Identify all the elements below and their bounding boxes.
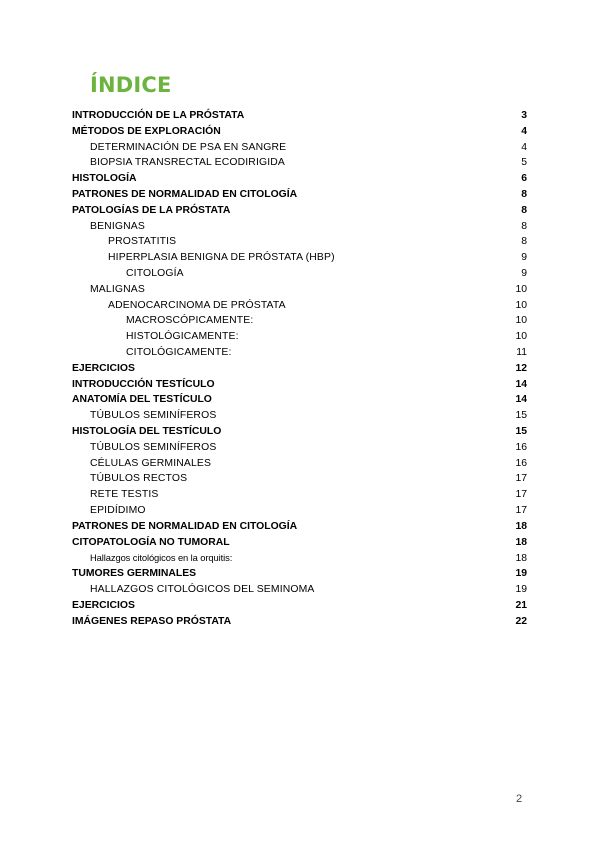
toc-entry-page: 10 [515,283,527,295]
toc-entry-page: 17 [515,504,527,516]
toc-entry-label: TÚBULOS RECTOS [90,473,188,485]
toc-entry-label: MALIGNAS [90,283,145,295]
toc-entry[interactable] [72,219,527,235]
toc-entry-page: 12 [515,362,527,374]
toc-entry-label: PATOLOGÍAS DE LA PRÓSTATA [72,204,231,216]
toc-entry-label: CÉLULAS GERMINALES [90,457,212,469]
toc-entry-label: ADENOCARCINOMA DE PRÓSTATA [108,299,286,311]
toc-entry[interactable] [72,471,527,487]
toc-entry-page: 16 [515,441,527,453]
toc-entry-label: ANATOMÍA DEL TESTÍCULO [72,394,212,406]
toc-entry-label: RETE TESTIS [90,489,159,501]
toc-entry[interactable] [72,329,527,345]
toc-entry[interactable] [72,361,527,377]
toc-entry-page: 4 [521,141,527,153]
toc-entry-page: 4 [521,125,527,137]
toc-entry[interactable] [72,598,527,614]
toc-entry[interactable] [72,140,527,156]
table-of-contents [72,108,527,629]
toc-entry[interactable] [72,408,527,424]
toc-entry-page: 9 [521,252,527,264]
toc-entry-page: 14 [515,378,527,390]
toc-entry[interactable] [72,456,527,472]
toc-entry-page: 8 [521,204,527,216]
toc-entry-page: 8 [521,220,527,232]
toc-entry[interactable] [72,203,527,219]
toc-entry-page: 18 [515,553,527,565]
toc-entry-label: EJERCICIOS [72,599,135,611]
toc-entry[interactable] [72,282,527,298]
toc-entry-label: Hallazgos citológicos en la orquitis: [90,552,233,564]
toc-entry-page: 19 [515,568,527,580]
toc-entry[interactable] [72,250,527,266]
toc-entry-page: 16 [515,457,527,469]
toc-entry-label: PATRONES DE NORMALIDAD EN CITOLOGÍA [72,520,298,532]
toc-entry[interactable] [72,424,527,440]
toc-entry-label: PATRONES DE NORMALIDAD EN CITOLOGÍA [72,188,298,200]
toc-entry-page: 6 [521,173,527,185]
toc-entry-label: DETERMINACIÓN DE PSA EN SANGRE [90,141,287,153]
toc-entry-page: 15 [515,410,527,422]
toc-entry[interactable] [72,108,527,124]
toc-entry-page: 10 [515,315,527,327]
toc-entry[interactable] [72,171,527,187]
toc-entry-label: BIOPSIA TRANSRECTAL ECODIRIGIDA [90,157,285,169]
toc-entry-page: 5 [521,157,527,169]
toc-entry[interactable] [72,550,527,566]
toc-entry-page: 18 [515,536,527,548]
toc-entry-label: MÉTODOS DE EXPLORACIÓN [72,125,221,137]
toc-entry[interactable] [72,487,527,503]
toc-entry-page: 22 [515,615,527,627]
toc-entry-page: 8 [521,188,527,200]
toc-entry[interactable] [72,266,527,282]
toc-entry[interactable] [72,582,527,598]
toc-entry[interactable] [72,187,527,203]
toc-entry-page: 17 [515,489,527,501]
toc-entry-label: INTRODUCCIÓN DE LA PRÓSTATA [72,110,245,121]
toc-entry-page: 9 [521,267,527,279]
toc-entry[interactable] [72,614,527,630]
toc-entry-label: CITOPATOLOGÍA NO TUMORAL [72,536,230,548]
toc-entry-page: 21 [515,599,527,611]
toc-entry-page: 15 [515,425,527,437]
toc-entry-page: 19 [515,583,527,595]
toc-entry-label: HISTOLOGÍA [72,173,137,185]
toc-entry[interactable] [72,155,527,171]
toc-entry[interactable] [72,503,527,519]
toc-entry-page: 14 [515,394,527,406]
toc-entry-page: 10 [515,331,527,343]
page-number: 2 [516,793,523,805]
toc-entry-page: 17 [515,473,527,485]
toc-entry-label: BENIGNAS [90,220,145,232]
toc-entry[interactable] [72,298,527,314]
toc-entry[interactable] [72,566,527,582]
toc-entry-page: 3 [521,110,527,121]
toc-entry[interactable] [72,345,527,361]
toc-entry-label: HISTOLOGÍA DEL TESTÍCULO [72,425,222,437]
toc-entry-page: 11 [516,346,527,358]
toc-entry[interactable] [72,535,527,551]
toc-entry-label: IMÁGENES REPASO PRÓSTATA [72,615,232,627]
toc-entry-label: TÚBULOS SEMINÍFEROS [90,441,217,453]
toc-entry[interactable] [72,519,527,535]
toc-entry-label: CITOLOGÍA [126,267,184,279]
toc-entry-label: EPIDÍDIMO [90,504,146,516]
toc-entry[interactable] [72,313,527,329]
toc-entry[interactable] [72,234,527,250]
toc-entry[interactable] [72,377,527,393]
toc-entry-label: MACROSCÓPICAMENTE: [126,315,254,327]
toc-entry-label: EJERCICIOS [72,362,135,374]
toc-entry-label: HIPERPLASIA BENIGNA DE PRÓSTATA (HBP) [108,252,335,264]
toc-entry-page: 18 [515,520,527,532]
toc-entry-label: HALLAZGOS CITOLÓGICOS DEL SEMINOMA [90,583,315,595]
toc-entry-label: HISTOLÓGICAMENTE: [126,331,239,343]
toc-entry-page: 8 [521,236,527,248]
page-title: ÍNDICE [90,73,172,97]
toc-entry[interactable] [72,440,527,456]
toc-entry-page: 10 [515,299,527,311]
toc-entry[interactable] [72,392,527,408]
toc-entry-label: TUMORES GERMINALES [72,568,197,580]
toc-entry-label: PROSTATITIS [108,236,177,248]
toc-entry-label: CITOLÓGICAMENTE: [126,346,232,358]
toc-entry-label: TÚBULOS SEMINÍFEROS [90,410,217,422]
toc-entry-label: INTRODUCCIÓN TESTÍCULO [72,378,215,390]
toc-entry[interactable] [72,124,527,140]
